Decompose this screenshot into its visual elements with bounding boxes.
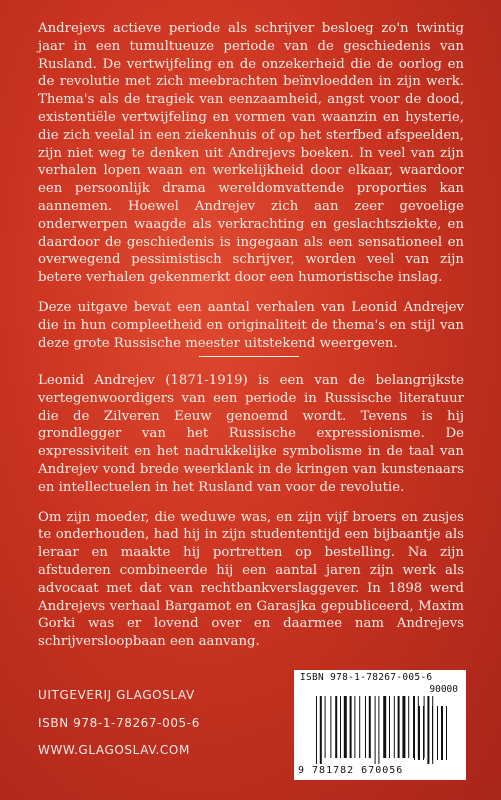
biography-paragraph-1: Leonid Andrejev (1871-1919) is een van de belangrijkste vertegenwoordigers van een periode in Russische literatuur die de Zilveren Eeuw genoemd wordt. Tevens is hij grondlegger van het Russische expressionisme. De expressiviteit en het nadrukkelijke symbolisme in de taal van Andrejev vond brede weerklank in de kringen van kunstenaars en intellectuelen in het Rusland van voor de revolutie. bbox=[38, 373, 464, 495]
publisher-isbn: ISBN 978-1-78267-005-6 bbox=[38, 716, 200, 730]
publisher-website: WWW.GLAGOSLAV.COM bbox=[38, 743, 190, 757]
barcode-isbn-label: ISBN 978-1-78267-005-6 bbox=[300, 672, 433, 683]
description-paragraph-2: Deze uitgave bevat een aantal verhalen van Leonid Andrejev die in hun compleetheid en originaliteit de thema's en stijl van deze grote Russische meester uitstekend weergeven. bbox=[38, 299, 464, 351]
biography-paragraph-2: Om zijn moeder, die weduwe was, en zijn vijf broers en zusjes te onderhouden, had hij in zijn studententijd een bijbaantje als leraar en maakte hij portretten op bestelling. Na zijn afstuderen combineerde hij een aantal jaren zijn werk als advocaat met dat van rechtbankverslaggever. In 1898 werd Andrejevs verhaal Bargamot en Garasjka gepubliceerd, Maxim Gorki was er lovend over en daarmee nam Andrejevs schrijversloopbaan een aanvang. bbox=[38, 509, 464, 650]
author-biography bbox=[38, 372, 464, 663]
description-text bbox=[38, 20, 464, 364]
publisher-name: UITGEVERIJ GLAGOSLAV bbox=[38, 688, 195, 702]
barcode-digits: 9 781782 670056 bbox=[298, 765, 404, 776]
barcode-price-code: 90000 bbox=[429, 684, 458, 695]
section-divider bbox=[199, 356, 299, 357]
barcode-icon bbox=[302, 684, 458, 764]
barcode-block bbox=[294, 670, 466, 780]
description-paragraph-1: Andrejevs actieve periode als schrijver besloeg zo'n twintig jaar in een tumultueuze periode van de geschiedenis van Rusland. De vertwijfeling en de onzekerheid die de oorlog en de revolutie met zich meebrachten beïnvloedden in zijn werk. Thema's als de tragiek van eenzaamheid, angst voor de dood, existentiële vertwijfeling en vormen van waanzin en hysterie, die zich veelal in een ziekenhuis of op het sterfbed afspeelden, zijn niet weg te denken uit Andrejevs boeken. In veel van zijn verhalen lopen waan en werkelijkheid door elkaar, waardoor een persoonlijk drama wereldomvattende proporties kan aannemen. Hoewel Andrejev zich aan zeer gevoelige onderwerpen waagde als verkrachting en geslachtsziekte, en daardoor de geschiedenis is ingegaan als een sensationeel en overwegend pessimistisch schrijver, worden veel van zijn betere verhalen gekenmerkt door een humoristische inslag. bbox=[38, 21, 464, 286]
